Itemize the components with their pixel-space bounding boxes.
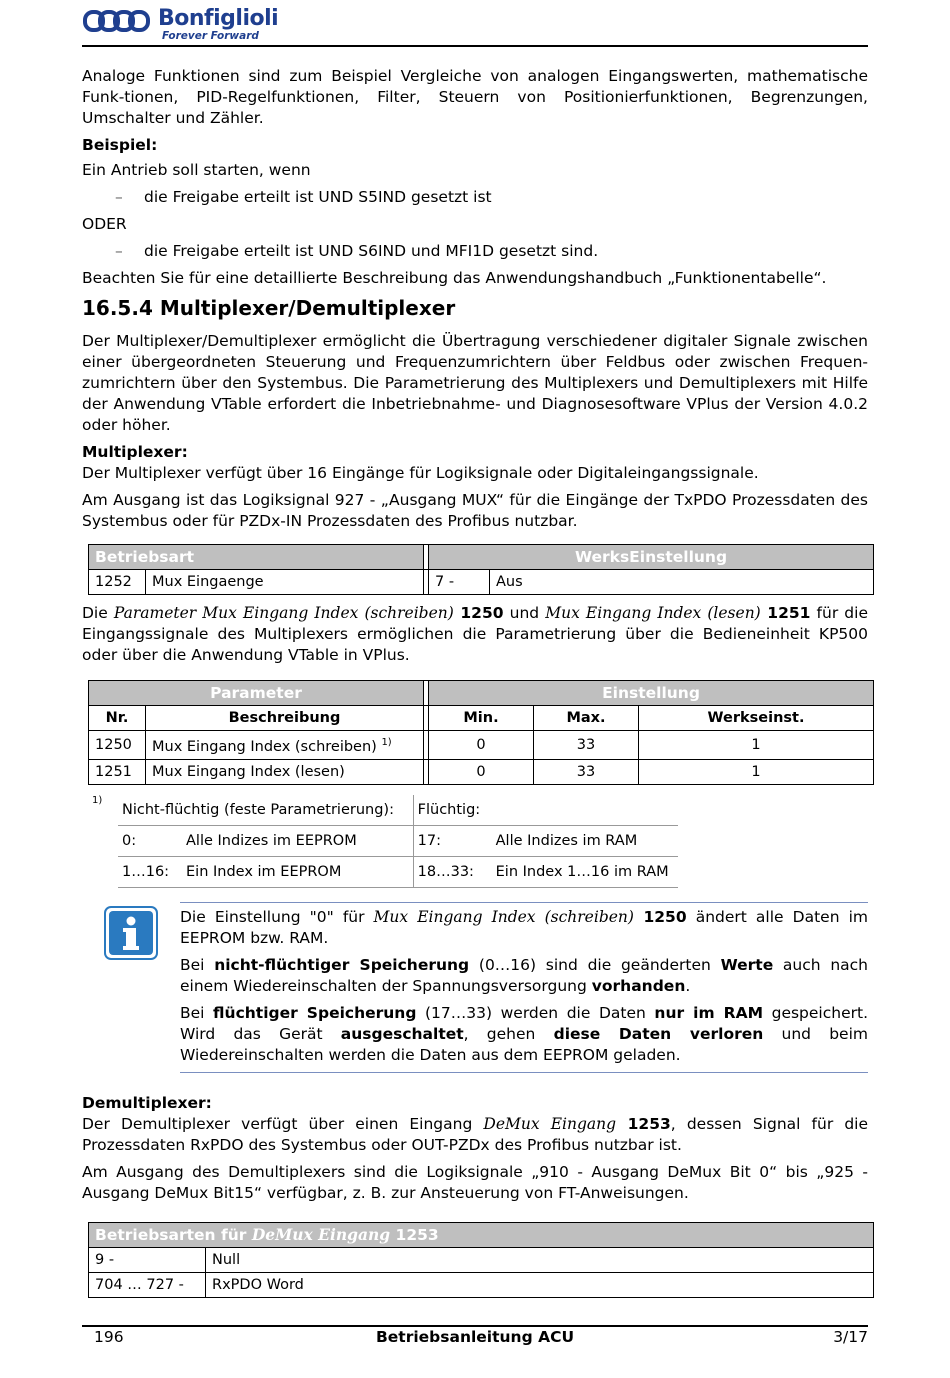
- table-row: [89, 1272, 874, 1297]
- table-cell: Mux Eingaenge: [146, 570, 424, 595]
- table-header-werkseinstellung: WerksEinstellung: [429, 545, 874, 570]
- parameter-name: Mux Eingang Index (schreiben): [373, 907, 634, 926]
- text-run: und: [503, 604, 546, 622]
- bonfiglioli-logo-icon: [82, 8, 154, 34]
- footnote-cell: 17:: [413, 825, 492, 856]
- parameter-paragraph: [82, 603, 868, 666]
- brand-name: Bonfiglioli: [158, 6, 279, 31]
- table-row: [89, 731, 874, 760]
- text-run: auch nach einem Wiedereinschalten der Spannungsversorgung: [180, 955, 868, 995]
- footnote-cell: 1…16:: [118, 856, 182, 887]
- text-run: Betriebsarten für: [95, 1225, 252, 1244]
- cell-text: Mux Eingang Index (schreiben): [152, 738, 377, 755]
- text-run: Bei: [180, 1003, 214, 1022]
- section-paragraph: Der Multiplexer/Demultiplexer ermöglicht die Übertragung verschiedener digitaler Signale zwischen einer übergeordneten Steuerung und Frequenzumrichtern über Feldbus oder zwischen Frequen-zumrichtern über den Systembus. Die Parametrierung des Multiplexers und Demultiplexers mit Hilfe der Anwendung VTable erfordert die Inbetriebnahme- und Diagnosesoftware VPlus der Version 4.0.2 oder höher.: [82, 332, 868, 434]
- text-run: , gehen: [463, 1024, 554, 1043]
- section-heading: 16.5.4 Multiplexer/Demultiplexer: [82, 296, 456, 320]
- info-paragraph: [180, 907, 868, 949]
- table-cell: Mux Eingang Index (lesen): [146, 759, 424, 784]
- table-cell: 1252: [89, 570, 146, 595]
- text-run-bold: flüchtiger Speicherung: [213, 1003, 417, 1022]
- parameter-number: 1251: [760, 604, 811, 622]
- table-cell: 1251: [89, 759, 146, 784]
- footer-divider: [82, 1325, 868, 1327]
- list-item: [82, 187, 868, 208]
- text-run: ändert alle Daten im EEPROM bzw. RAM.: [180, 907, 868, 947]
- table-column-header-row: [89, 706, 874, 731]
- parameter-name: DeMux Eingang: [251, 1224, 391, 1244]
- footnote-ref: 1): [381, 737, 392, 748]
- table-cell: 33: [534, 759, 639, 784]
- table-cell: 33: [534, 731, 639, 760]
- table-header-betriebsart: Betriebsart: [89, 545, 424, 570]
- table-cell: Aus: [490, 570, 874, 595]
- footnote-cell: Alle Indizes im RAM: [492, 825, 678, 856]
- text-run-bold: diese Daten verloren: [553, 1024, 764, 1043]
- text-run-bold: ausgeschaltet: [340, 1024, 464, 1043]
- parameter-number: 1250: [633, 907, 687, 926]
- beispiel-text: Ein Antrieb soll starten, wenn: [82, 161, 311, 179]
- dash-bullet: –: [115, 242, 123, 260]
- header-divider: [82, 45, 868, 47]
- table-cell: [146, 731, 424, 760]
- page-content: [82, 66, 868, 1306]
- footnote-left-head: Nicht-flüchtig (feste Parametrierung):: [122, 801, 394, 818]
- page-footer: [82, 1328, 868, 1350]
- demultiplexer-output-text: Am Ausgang des Demultiplexers sind die Logiksignale „910 - Ausgang DeMux Bit 0“ bis „925 - Ausgang DeMux Bit15“ verfügbar, z. B. zur Ansteuerung von FT-Anweisungen.: [82, 1162, 868, 1202]
- text-run: Die Einstellung "0" für: [180, 907, 374, 926]
- parameter-number: 1250: [453, 604, 504, 622]
- table-row: [89, 1247, 874, 1272]
- text-run: für die Eingangssignale des Multiplexers ermöglichen die Parametrierung über die Bedieneinheit KP500 oder über die Anwendung VTable in VPlus.: [82, 604, 868, 664]
- column-header: Min.: [429, 706, 534, 731]
- beispiel-label: Beispiel:: [82, 136, 158, 154]
- footnote-row: [118, 856, 678, 887]
- table-cell: 7 -: [429, 570, 490, 595]
- footnote-row: [118, 825, 678, 856]
- demultiplexer-text: [82, 1114, 868, 1156]
- page-number: 196: [94, 1328, 124, 1346]
- footnote-block: [82, 795, 868, 888]
- list-item-text: die Freigabe erteilt ist UND S5IND gesetzt ist: [144, 188, 492, 206]
- info-paragraph: [180, 1003, 868, 1066]
- table-header-row: [89, 681, 874, 706]
- oder-text: ODER: [82, 215, 127, 233]
- footnote-mark: 1): [92, 794, 103, 806]
- table-cell: Null: [206, 1247, 874, 1272]
- table-cell: 9 -: [89, 1247, 206, 1272]
- parameter-name: DeMux Eingang: [483, 1114, 617, 1133]
- text-run-bold: vorhanden: [591, 976, 686, 995]
- table-header-demux: [89, 1222, 874, 1247]
- text-run: Bei: [180, 955, 215, 974]
- footnote-right-head: Flüchtig:: [413, 795, 678, 826]
- parameter-name: Parameter Mux Eingang Index (schreiben): [113, 604, 454, 622]
- brand-tagline: Forever Forward: [162, 30, 259, 42]
- text-run-bold: Werte: [720, 955, 774, 974]
- demux-mode-table: [88, 1222, 874, 1298]
- footnote-cell: Ein Index im EEPROM: [182, 856, 413, 887]
- reference-paragraph: Beachten Sie für eine detaillierte Beschreibung das Anwendungshandbuch „Funktionentabelle“.: [82, 269, 827, 287]
- column-header: Max.: [534, 706, 639, 731]
- column-header: Beschreibung: [146, 706, 424, 731]
- document-version: 3/17: [833, 1328, 868, 1346]
- info-icon: [104, 906, 158, 960]
- footnote-cell: 18…33:: [413, 856, 492, 887]
- text-run: Der Demultiplexer verfügt über einen Eingang: [82, 1114, 484, 1133]
- footnote-table: [118, 795, 678, 888]
- parameter-table: [88, 680, 874, 785]
- column-header: Werkseinst.: [639, 706, 874, 731]
- table-header-row: [89, 1222, 874, 1247]
- multiplexer-output-text: Am Ausgang ist das Logiksignal 927 - „Ausgang MUX“ für die Eingänge der TxPDO Prozessdaten des Systembus oder für PZDx-IN Prozessdaten des Profibus nutzbar.: [82, 491, 868, 530]
- table-cell: 0: [429, 731, 534, 760]
- dash-bullet: –: [115, 188, 123, 206]
- footnote-cell: Alle Indizes im EEPROM: [182, 825, 413, 856]
- text-run: und beim Wiedereinschalten werden die Daten aus dem EEPROM geladen.: [180, 1024, 869, 1064]
- multiplexer-text: Der Multiplexer verfügt über 16 Eingänge für Logiksignale oder Digitaleingangssignale.: [82, 464, 759, 482]
- info-content: [180, 902, 868, 1073]
- table-header-parameter: Parameter: [89, 681, 424, 706]
- text-run: (17…33) werden die Daten: [416, 1003, 655, 1022]
- table-row: [89, 759, 874, 784]
- table-cell: RxPDO Word: [206, 1272, 874, 1297]
- text-run: gespeichert. Wird das Gerät: [180, 1003, 868, 1043]
- operating-mode-table: [88, 544, 874, 595]
- table-cell: 0: [429, 759, 534, 784]
- footnote-cell: Ein Index 1…16 im RAM: [492, 856, 678, 887]
- footnote-cell: 0:: [118, 825, 182, 856]
- text-run: .: [685, 976, 691, 995]
- info-box: [82, 902, 868, 1073]
- table-header-row: [89, 545, 874, 570]
- table-cell: 1250: [89, 731, 146, 760]
- table-cell: 1: [639, 731, 874, 760]
- text-run-bold: nur im RAM: [654, 1003, 764, 1022]
- table-cell: 1: [639, 759, 874, 784]
- list-item: [82, 241, 868, 262]
- document-title: Betriebsanleitung ACU: [375, 1328, 575, 1346]
- parameter-number: 1253: [616, 1114, 671, 1133]
- footnote-header-row: [118, 795, 678, 826]
- table-cell: 704 … 727 -: [89, 1272, 206, 1297]
- parameter-number: 1253: [390, 1225, 439, 1244]
- table-header-einstellung: Einstellung: [429, 681, 874, 706]
- text-run-bold: nicht-flüchtiger Speicherung: [214, 955, 470, 974]
- text-run: , dessen Signal für die Prozessdaten RxPDO des Systembus oder OUT-PZDx des Profibus nutzbar ist.: [82, 1114, 869, 1154]
- intro-paragraph: Analoge Funktionen sind zum Beispiel Vergleiche von analogen Eingangswerten, mathematische Funk-tionen, PID-Regelfunktionen, Filter, Steuern von Positionierfunktionen, Begrenzungen, Umschalter und Zähler.: [82, 67, 868, 127]
- list-item-text: die Freigabe erteilt ist UND S6IND und MFI1D gesetzt sind.: [144, 242, 599, 260]
- text-run: (0…16) sind die geänderten: [469, 955, 721, 974]
- info-paragraph: [180, 955, 868, 997]
- table-row: [89, 570, 874, 595]
- multiplexer-label: Multiplexer:: [82, 443, 188, 461]
- column-header: Nr.: [89, 706, 146, 731]
- text-run: Die: [82, 604, 114, 622]
- demultiplexer-label: Demultiplexer:: [82, 1093, 212, 1112]
- parameter-name: Mux Eingang Index (lesen): [545, 604, 761, 622]
